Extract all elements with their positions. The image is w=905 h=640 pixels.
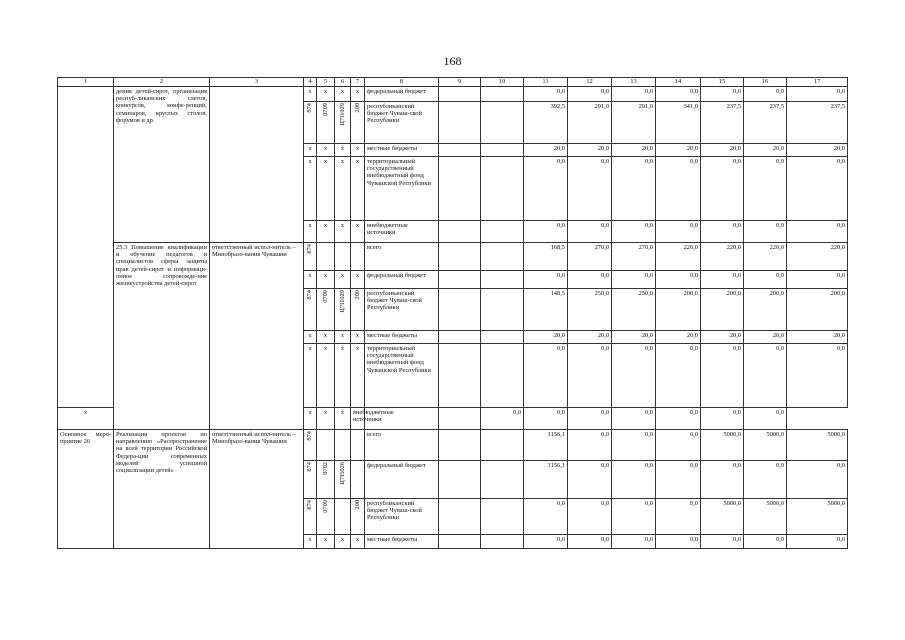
- empty-cell: [439, 289, 481, 331]
- grbs-code: 874: [306, 462, 314, 472]
- value-cell: 0,0: [568, 535, 612, 549]
- empty-cell: [351, 243, 365, 271]
- expense-type-code: 200: [353, 290, 361, 300]
- executor-text: ответственный испол-нитель – Минобразо-вания Чувашии: [210, 430, 304, 549]
- code-cell: x: [304, 87, 317, 102]
- value-cell: 5000,0: [744, 430, 787, 461]
- value-cell: 0,0: [656, 535, 701, 549]
- value-cell: 0,0: [656, 461, 701, 499]
- code-cell: x: [317, 331, 335, 344]
- code-cell: x: [317, 271, 335, 289]
- empty-cell: [439, 499, 481, 535]
- value-cell: 0,0: [524, 221, 568, 243]
- code-cell: x: [58, 408, 114, 430]
- table-row: [58, 430, 848, 461]
- empty-cell: [439, 102, 481, 144]
- value-cell: 20,0: [568, 144, 612, 157]
- value-cell: 250,0: [568, 289, 612, 331]
- grbs-code: 874: [306, 431, 314, 441]
- empty-cell: [439, 271, 481, 289]
- value-cell: 0,0: [612, 87, 656, 102]
- section-code: 0709: [321, 500, 329, 513]
- value-cell: 0,0: [612, 271, 656, 289]
- value-cell: 0,0: [524, 408, 568, 430]
- value-cell: 0,0: [787, 221, 848, 243]
- code-cell: x: [304, 535, 317, 549]
- main-activity-label: Основное меро-приятие 26: [58, 430, 114, 549]
- code-cell: [317, 102, 335, 144]
- code-cell: x: [351, 87, 365, 102]
- value-cell: 237,5: [744, 102, 787, 144]
- code-cell: x: [335, 271, 351, 289]
- value-cell: 20,0: [524, 144, 568, 157]
- value-cell: 20,0: [701, 144, 744, 157]
- code-cell: x: [317, 157, 335, 221]
- value-cell: 0,0: [701, 271, 744, 289]
- code-cell: x: [317, 408, 335, 430]
- empty-cell: [481, 461, 524, 499]
- value-cell: 0,0: [656, 221, 701, 243]
- value-cell: 341,0: [656, 102, 701, 144]
- code-cell: [351, 499, 365, 535]
- value-cell: 0,0: [701, 535, 744, 549]
- empty-cell: [351, 430, 365, 461]
- code-cell: x: [304, 144, 317, 157]
- value-cell: 3156,1: [524, 461, 568, 499]
- empty-cell: [481, 243, 524, 271]
- value-cell: 0,0: [568, 499, 612, 535]
- value-cell: 0,0: [787, 535, 848, 549]
- code-cell: [335, 102, 351, 144]
- empty-cell: [481, 535, 524, 549]
- header-cell: 13: [612, 78, 656, 87]
- empty-cell: [335, 243, 351, 271]
- code-cell: [317, 461, 335, 499]
- code-cell: x: [317, 344, 335, 408]
- code-cell: x: [304, 271, 317, 289]
- measure-label-cell: [58, 87, 114, 408]
- code-cell: x: [304, 408, 317, 430]
- code-cell: x: [351, 221, 365, 243]
- code-cell: x: [317, 144, 335, 157]
- value-cell: 20,0: [568, 331, 612, 344]
- grbs-code: 874: [306, 244, 314, 254]
- value-cell: 168,5: [524, 243, 568, 271]
- value-cell: 270,0: [568, 243, 612, 271]
- header-cell: 11: [524, 78, 568, 87]
- expense-type-code: 200: [353, 103, 361, 113]
- value-cell: 0,0: [744, 408, 787, 430]
- value-cell: 237,5: [701, 102, 744, 144]
- source-label: местные бюджеты: [365, 144, 439, 157]
- value-cell: 0,0: [656, 430, 701, 461]
- header-cell: 7: [351, 78, 365, 87]
- grbs-code: 874: [306, 103, 314, 113]
- code-cell: x: [304, 221, 317, 243]
- value-cell: 291,0: [612, 102, 656, 144]
- empty-cell: [481, 271, 524, 289]
- code-cell: x: [304, 157, 317, 221]
- code-cell: x: [335, 535, 351, 549]
- value-cell: 0,0: [612, 344, 656, 408]
- source-label: всего: [365, 430, 439, 461]
- header-cell: 1: [58, 78, 114, 87]
- empty-cell: [481, 87, 524, 102]
- source-label: республиканский бюджет Чуваш-ской Республики: [365, 289, 439, 331]
- source-label: местные бюджеты: [365, 331, 439, 344]
- empty-cell: [481, 102, 524, 144]
- value-cell: 0,0: [787, 157, 848, 221]
- section-code: 0702: [321, 462, 329, 475]
- value-cell: 0,0: [524, 87, 568, 102]
- empty-cell: [335, 430, 351, 461]
- empty-cell: [439, 221, 481, 243]
- table-row: [58, 87, 848, 102]
- code-cell: x: [351, 331, 365, 344]
- value-cell: 20,0: [612, 144, 656, 157]
- code-cell: [304, 430, 317, 461]
- value-cell: 20,0: [744, 331, 787, 344]
- code-cell: x: [351, 344, 365, 408]
- empty-cell: [481, 221, 524, 243]
- empty-cell: [335, 499, 351, 535]
- value-cell: 0,0: [744, 87, 787, 102]
- source-label: всего: [365, 243, 439, 271]
- value-cell: 237,5: [787, 102, 848, 144]
- code-cell: [335, 289, 351, 331]
- header-cell: 9: [439, 78, 481, 87]
- value-cell: 200,0: [744, 289, 787, 331]
- grbs-code: 874: [306, 500, 314, 510]
- code-cell: x: [335, 331, 351, 344]
- header-cell: 15: [701, 78, 744, 87]
- expense-type-code: 200: [353, 500, 361, 510]
- value-cell: 0,0: [656, 271, 701, 289]
- empty-cell: [439, 87, 481, 102]
- value-cell: 0,0: [744, 271, 787, 289]
- empty-cell: [481, 499, 524, 535]
- empty-cell: [439, 331, 481, 344]
- value-cell: 392,5: [524, 102, 568, 144]
- value-cell: 0,0: [744, 461, 787, 499]
- code-cell: [317, 289, 335, 331]
- header-cell: 2: [114, 78, 210, 87]
- value-cell: 200,0: [701, 289, 744, 331]
- empty-cell: [351, 461, 365, 499]
- value-cell: 0,0: [701, 408, 744, 430]
- value-cell: 148,5: [524, 289, 568, 331]
- empty-cell: [481, 157, 524, 221]
- value-cell: 0,0: [787, 271, 848, 289]
- section-code: 0709: [321, 290, 329, 303]
- header-cell: 14: [656, 78, 701, 87]
- header-cell: 6: [335, 78, 351, 87]
- code-cell: x: [351, 535, 365, 549]
- code-cell: x: [351, 144, 365, 157]
- value-cell: 20,0: [787, 331, 848, 344]
- section-code: 0709: [321, 103, 329, 116]
- code-cell: x: [335, 221, 351, 243]
- header-cell: 10: [481, 78, 524, 87]
- value-cell: 5000,0: [787, 430, 848, 461]
- source-label: федеральный бюджет: [365, 87, 439, 102]
- value-cell: 0,0: [612, 499, 656, 535]
- value-cell: 20,0: [744, 144, 787, 157]
- empty-cell: [481, 289, 524, 331]
- executor-text: ответственный испол-нитель – Минобразо-вания Чувашии: [210, 243, 304, 430]
- measure-title: 25.3 Повышение квалификации и обучение педагогов и специалистов сферы защиты прав детей-сирот и информаци-онное сопровожде-ние жизнеустройства детей-сирот: [114, 243, 210, 430]
- value-cell: 20,0: [656, 144, 701, 157]
- value-cell: 0,0: [701, 461, 744, 499]
- value-cell: 0,0: [612, 221, 656, 243]
- code-cell: x: [351, 157, 365, 221]
- header-cell: 17: [787, 78, 848, 87]
- empty-cell: [439, 344, 481, 408]
- empty-cell: [317, 243, 335, 271]
- target-article-code: Ц7I5026: [338, 462, 346, 485]
- value-cell: 0,0: [524, 271, 568, 289]
- code-cell: [304, 243, 317, 271]
- value-cell: 5000,0: [701, 430, 744, 461]
- page-number: 168: [443, 54, 462, 68]
- code-cell: [317, 499, 335, 535]
- empty-cell: [317, 430, 335, 461]
- code-cell: x: [351, 271, 365, 289]
- value-cell: 0,0: [612, 430, 656, 461]
- value-cell: 20,0: [524, 331, 568, 344]
- empty-cell: [481, 430, 524, 461]
- empty-cell: [481, 144, 524, 157]
- grbs-code: 874: [306, 290, 314, 300]
- executor-cell: [210, 87, 304, 243]
- value-cell: 0,0: [481, 408, 524, 430]
- value-cell: 20,0: [612, 331, 656, 344]
- value-cell: 0,0: [656, 499, 701, 535]
- code-cell: [304, 102, 317, 144]
- value-cell: 0,0: [524, 344, 568, 408]
- value-cell: 20,0: [701, 331, 744, 344]
- value-cell: 5000,0: [744, 499, 787, 535]
- source-label: федеральный бюджет: [365, 271, 439, 289]
- value-cell: 0,0: [568, 87, 612, 102]
- code-cell: x: [304, 344, 317, 408]
- header-cell: 8: [365, 78, 439, 87]
- header-cell: 12: [568, 78, 612, 87]
- value-cell: 291,0: [568, 102, 612, 144]
- empty-cell: [439, 144, 481, 157]
- value-cell: 0,0: [744, 344, 787, 408]
- table-row: [58, 243, 848, 271]
- measure-title: Реализация проектов по направлению «Распространение на всей территории Российской Федера-ции современных моделей успешной социализации детей»: [114, 430, 210, 549]
- value-cell: 3156,1: [524, 430, 568, 461]
- code-cell: [351, 102, 365, 144]
- empty-cell: [481, 331, 524, 344]
- value-cell: 0,0: [568, 271, 612, 289]
- header-cell: 3: [210, 78, 304, 87]
- source-label: республиканский бюджет Чуваш-ской Республики: [365, 499, 439, 535]
- value-cell: 0,0: [568, 221, 612, 243]
- empty-cell: [439, 461, 481, 499]
- value-cell: 0,0: [568, 408, 612, 430]
- value-cell: 0,0: [612, 461, 656, 499]
- value-cell: 20,0: [656, 331, 701, 344]
- source-label: республиканский бюджет Чуваш-ской Республики: [365, 102, 439, 144]
- code-cell: [304, 499, 317, 535]
- value-cell: 5000,0: [701, 499, 744, 535]
- header-cell: 16: [744, 78, 787, 87]
- code-cell: [304, 461, 317, 499]
- target-article-code: Ц7I1029: [338, 103, 346, 126]
- target-article-code: Ц7I1029: [338, 290, 346, 313]
- header-cell: 4: [304, 78, 317, 87]
- value-cell: 0,0: [701, 221, 744, 243]
- code-cell: x: [317, 535, 335, 549]
- value-cell: 0,0: [656, 344, 701, 408]
- value-cell: 0,0: [787, 87, 848, 102]
- value-cell: 0,0: [787, 461, 848, 499]
- code-cell: x: [335, 157, 351, 221]
- value-cell: 250,0: [612, 289, 656, 331]
- code-cell: x: [335, 344, 351, 408]
- value-cell: 0,0: [524, 535, 568, 549]
- value-cell: 0,0: [524, 157, 568, 221]
- value-cell: 0,0: [744, 157, 787, 221]
- value-cell: 0,0: [701, 87, 744, 102]
- value-cell: 0,0: [701, 344, 744, 408]
- budget-table: [57, 77, 848, 549]
- code-cell: [304, 289, 317, 331]
- value-cell: 5000,0: [787, 499, 848, 535]
- value-cell: 220,0: [656, 243, 701, 271]
- value-cell: 0,0: [612, 157, 656, 221]
- value-cell: 220,0: [787, 243, 848, 271]
- code-cell: x: [335, 408, 351, 430]
- value-cell: 0,0: [787, 344, 848, 408]
- empty-cell: [439, 243, 481, 271]
- source-label: территориальный государственный внебюджетный фонд Чувашской Республики: [365, 157, 439, 221]
- value-cell: 0,0: [524, 499, 568, 535]
- source-label: федеральный бюджет: [365, 461, 439, 499]
- value-cell: 0,0: [568, 344, 612, 408]
- value-cell: 220,0: [701, 243, 744, 271]
- value-cell: 0,0: [656, 157, 701, 221]
- empty-cell: [439, 408, 481, 430]
- source-label: местные бюджеты: [365, 535, 439, 549]
- code-cell: x: [317, 87, 335, 102]
- value-cell: 0,0: [656, 87, 701, 102]
- value-cell: 0,0: [612, 535, 656, 549]
- code-cell: [335, 461, 351, 499]
- value-cell: 0,0: [701, 157, 744, 221]
- header-row: [58, 78, 848, 87]
- empty-cell: [439, 157, 481, 221]
- code-cell: [351, 289, 365, 331]
- code-cell: x: [304, 331, 317, 344]
- code-cell: x: [317, 221, 335, 243]
- value-cell: 0,0: [744, 221, 787, 243]
- value-cell: 0,0: [568, 157, 612, 221]
- code-cell: x: [335, 87, 351, 102]
- value-cell: 200,0: [656, 289, 701, 331]
- empty-cell: [439, 535, 481, 549]
- empty-cell: [439, 430, 481, 461]
- empty-cell: [481, 344, 524, 408]
- value-cell: 0,0: [612, 408, 656, 430]
- measure-title: дения детей-сирот, организация респуб-ликанских слетов, конкурсов, конфе-ренций, семинаров, круглых столов, форумов и др.: [114, 87, 210, 243]
- value-cell: 0,0: [568, 461, 612, 499]
- code-cell: x: [335, 144, 351, 157]
- source-label: внебюджетные источники: [351, 408, 365, 430]
- value-cell: 220,0: [744, 243, 787, 271]
- source-label: внебюджетные источники: [365, 221, 439, 243]
- value-cell: 0,0: [744, 535, 787, 549]
- value-cell: 0,0: [656, 408, 701, 430]
- source-label: территориальный государственный внебюджетный фонд Чувашской Республики: [365, 344, 439, 408]
- header-cell: 5: [317, 78, 335, 87]
- value-cell: 200,0: [787, 289, 848, 331]
- value-cell: 0,0: [568, 430, 612, 461]
- value-cell: 20,0: [787, 144, 848, 157]
- value-cell: 270,0: [612, 243, 656, 271]
